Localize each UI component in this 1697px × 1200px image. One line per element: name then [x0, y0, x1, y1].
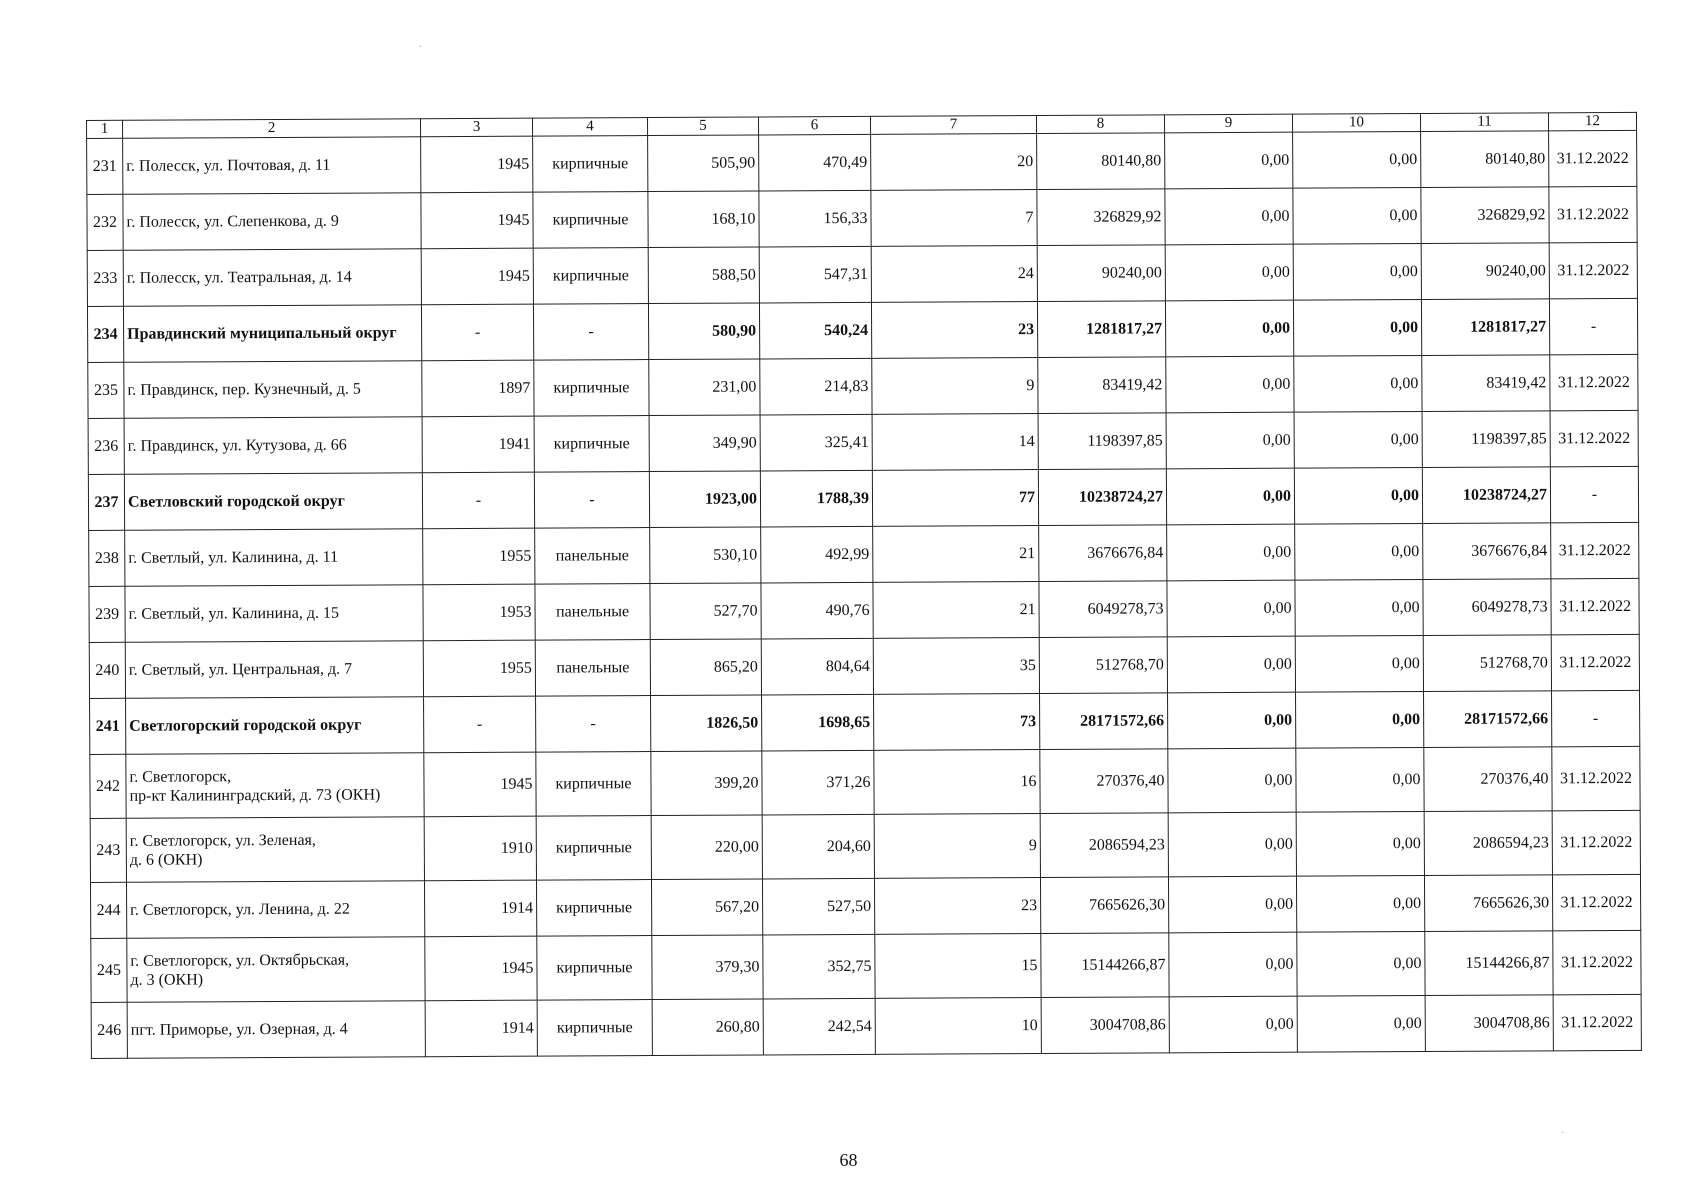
district-total-row [90, 690, 1640, 754]
deadline-date-cell: 31.12.2022 [1550, 354, 1638, 410]
column-5-cell: 260,80 [652, 999, 763, 1056]
column-number-header: 7 [870, 116, 1036, 135]
column-5-cell: 220,00 [651, 815, 762, 880]
year-built-cell: 1953 [423, 584, 535, 641]
column-number-header: 5 [647, 117, 758, 136]
column-10-cell: 0,00 [1296, 812, 1424, 877]
column-number-header: 2 [123, 119, 421, 139]
address-cell: г. Правдинск, пер. Кузнечный, д. 5 [124, 361, 422, 419]
column-9-cell: 0,00 [1165, 244, 1293, 301]
year-built-cell: - [424, 696, 536, 753]
address-cell: г. Светлогорск, ул. Зеленая, д. 6 (ОКН) [126, 817, 424, 883]
column-6-cell: 547,31 [759, 246, 871, 303]
building-row [90, 874, 1640, 938]
column-8-cell: 3004708,86 [1041, 997, 1169, 1054]
deadline-date-cell: 31.12.2022 [1549, 130, 1637, 186]
deadline-date-cell: - [1549, 298, 1637, 354]
column-6-cell: 527,50 [762, 878, 874, 935]
district-total-row [88, 466, 1638, 530]
row-number-cell: 242 [90, 754, 126, 818]
building-row [87, 130, 1637, 194]
column-10-cell: 0,00 [1293, 244, 1421, 301]
column-number-header: 6 [758, 116, 870, 135]
address-cell: г. Полесск, ул. Театральная, д. 14 [123, 249, 421, 307]
column-8-cell: 6049278,73 [1039, 581, 1167, 638]
year-built-cell: 1941 [422, 416, 534, 473]
column-5-cell: 1923,00 [649, 471, 760, 528]
column-number-header: 11 [1420, 113, 1548, 132]
column-number-header: 4 [532, 118, 647, 137]
year-built-cell: - [421, 304, 533, 361]
column-7-cell: 24 [871, 246, 1037, 303]
column-7-cell: 21 [873, 526, 1039, 583]
column-6-cell: 1788,39 [760, 470, 872, 527]
column-7-cell: 35 [873, 638, 1039, 695]
address-cell: Светлогорский городской округ [126, 697, 424, 755]
address-cell: г. Светлый, ул. Калинина, д. 15 [125, 585, 423, 643]
year-built-cell: 1945 [421, 192, 533, 249]
column-11-cell: 1281817,27 [1421, 299, 1549, 356]
building-row [89, 522, 1639, 586]
column-number-header: 10 [1292, 114, 1420, 133]
column-7-cell: 77 [872, 470, 1038, 527]
district-total-row [87, 298, 1637, 362]
column-6-cell: 490,76 [761, 582, 873, 639]
column-5-cell: 231,00 [649, 359, 760, 416]
column-5-cell: 567,20 [651, 879, 762, 936]
column-8-cell: 83419,42 [1038, 357, 1166, 414]
deadline-date-cell: 31.12.2022 [1551, 578, 1639, 634]
column-7-cell: 14 [872, 414, 1038, 471]
column-8-cell: 90240,00 [1037, 245, 1165, 302]
column-6-cell: 352,75 [763, 934, 875, 999]
building-row [87, 186, 1637, 250]
wall-material-cell: кирпичные [533, 248, 648, 305]
column-11-cell: 326829,92 [1421, 187, 1549, 244]
building-row [87, 242, 1637, 306]
column-6-cell: 1698,65 [762, 694, 874, 751]
column-6-cell: 214,83 [760, 358, 872, 415]
column-10-cell: 0,00 [1296, 748, 1424, 813]
column-7-cell: 73 [874, 694, 1040, 751]
column-8-cell: 270376,40 [1040, 749, 1168, 814]
column-5-cell: 349,90 [649, 415, 760, 472]
wall-material-cell: - [533, 304, 648, 361]
column-8-cell: 3676676,84 [1039, 525, 1167, 582]
wall-material-cell: кирпичные [534, 360, 649, 417]
column-5-cell: 399,20 [651, 751, 762, 816]
column-8-cell: 28171572,66 [1040, 693, 1168, 750]
column-6-cell: 470,49 [759, 134, 871, 191]
column-10-cell: 0,00 [1297, 932, 1425, 997]
column-7-cell: 9 [874, 814, 1040, 879]
column-11-cell: 3004708,86 [1425, 995, 1553, 1052]
year-built-cell: 1910 [424, 816, 536, 881]
row-number-cell: 246 [91, 1002, 127, 1058]
column-9-cell: 0,00 [1166, 356, 1294, 413]
column-7-cell: 23 [874, 878, 1040, 935]
column-10-cell: 0,00 [1294, 356, 1422, 413]
year-built-cell: 1945 [421, 248, 533, 305]
wall-material-cell: кирпичные [537, 936, 652, 1001]
deadline-date-cell: 31.12.2022 [1552, 874, 1640, 930]
row-number-cell: 237 [88, 474, 124, 530]
column-10-cell: 0,00 [1293, 132, 1421, 189]
column-7-cell: 9 [872, 358, 1038, 415]
column-10-cell: 0,00 [1293, 188, 1421, 245]
column-10-cell: 0,00 [1296, 876, 1424, 933]
column-5-cell: 865,20 [650, 639, 761, 696]
row-number-cell: 245 [91, 938, 127, 1002]
column-10-cell: 0,00 [1295, 524, 1423, 581]
column-number-header: 9 [1164, 114, 1292, 133]
column-11-cell: 90240,00 [1421, 243, 1549, 300]
wall-material-cell: кирпичные [537, 1000, 652, 1057]
row-number-cell: 241 [90, 698, 126, 754]
column-9-cell: 0,00 [1165, 132, 1293, 189]
row-number-cell: 244 [90, 882, 126, 938]
column-9-cell: 0,00 [1167, 636, 1295, 693]
deadline-date-cell: - [1550, 466, 1638, 522]
deadline-date-cell: 31.12.2022 [1551, 634, 1639, 690]
building-row [90, 746, 1640, 818]
column-6-cell: 325,41 [760, 414, 872, 471]
building-row [89, 578, 1639, 642]
column-11-cell: 80140,80 [1421, 131, 1549, 188]
column-11-cell: 7665626,30 [1424, 875, 1552, 932]
address-cell: г. Светлый, ул. Центральная, д. 7 [125, 641, 423, 699]
column-8-cell: 326829,92 [1037, 189, 1165, 246]
column-9-cell: 0,00 [1168, 812, 1296, 877]
row-number-cell: 233 [87, 250, 123, 306]
column-11-cell: 3676676,84 [1423, 523, 1551, 580]
column-11-cell: 512768,70 [1423, 635, 1551, 692]
column-9-cell: 0,00 [1168, 748, 1296, 813]
deadline-date-cell: 31.12.2022 [1549, 242, 1637, 298]
deadline-date-cell: 31.12.2022 [1551, 522, 1639, 578]
column-8-cell: 1198397,85 [1038, 413, 1166, 470]
deadline-date-cell: 31.12.2022 [1553, 994, 1641, 1050]
year-built-cell: - [422, 472, 534, 529]
column-7-cell: 16 [874, 750, 1040, 815]
column-8-cell: 80140,80 [1037, 133, 1165, 190]
column-7-cell: 20 [871, 134, 1037, 191]
column-11-cell: 10238724,27 [1422, 467, 1550, 524]
column-9-cell: 0,00 [1165, 300, 1293, 357]
scan-dot: · [1561, 1128, 1565, 1139]
column-10-cell: 0,00 [1293, 300, 1421, 357]
address-cell: г. Полесск, ул. Почтовая, д. 11 [123, 137, 421, 195]
address-cell: г. Правдинск, ул. Кутузова, д. 66 [124, 417, 422, 475]
column-number-header: 3 [420, 118, 532, 137]
column-6-cell: 156,33 [759, 190, 871, 247]
column-5-cell: 379,30 [652, 935, 763, 1000]
address-cell: г. Светлогорск, ул. Октябрьская, д. 3 (ОКН) [127, 937, 425, 1003]
building-row [91, 994, 1641, 1058]
column-5-cell: 580,90 [648, 303, 759, 360]
column-8-cell: 1281817,27 [1037, 301, 1165, 358]
row-number-cell: 235 [88, 362, 124, 418]
row-number-cell: 240 [89, 642, 125, 698]
table-body [87, 130, 1642, 1058]
column-9-cell: 0,00 [1167, 524, 1295, 581]
year-built-cell: 1945 [424, 752, 536, 817]
column-8-cell: 10238724,27 [1038, 469, 1166, 526]
column-8-cell: 2086594,23 [1040, 813, 1168, 878]
column-10-cell: 0,00 [1295, 636, 1423, 693]
building-row [88, 410, 1638, 474]
column-8-cell: 15144266,87 [1041, 933, 1169, 998]
column-number-header: 1 [87, 120, 123, 138]
column-number-header: 12 [1548, 112, 1636, 130]
address-cell: г. Светлогорск, ул. Ленина, д. 22 [126, 881, 424, 939]
wall-material-cell: панельные [535, 528, 650, 585]
deadline-date-cell: 31.12.2022 [1549, 186, 1637, 242]
column-10-cell: 0,00 [1294, 468, 1422, 525]
wall-material-cell: кирпичные [533, 192, 648, 249]
address-cell: г. Светлогорск, пр-кт Калининградский, д. 73 (ОКН) [126, 753, 424, 819]
column-6-cell: 540,24 [759, 302, 871, 359]
building-row [88, 354, 1638, 418]
building-row [89, 634, 1639, 698]
year-built-cell: 1914 [424, 880, 536, 937]
column-11-cell: 83419,42 [1422, 355, 1550, 412]
column-8-cell: 7665626,30 [1040, 877, 1168, 934]
column-6-cell: 492,99 [761, 526, 873, 583]
column-9-cell: 0,00 [1167, 580, 1295, 637]
wall-material-cell: панельные [535, 584, 650, 641]
row-number-cell: 243 [90, 818, 126, 882]
page-number: 68 [839, 1150, 858, 1170]
wall-material-cell: кирпичные [533, 136, 648, 193]
address-cell: Правдинский муниципальный округ [123, 305, 421, 363]
column-9-cell: 0,00 [1165, 188, 1293, 245]
deadline-date-cell: 31.12.2022 [1552, 746, 1640, 810]
wall-material-cell: - [534, 472, 649, 529]
column-5-cell: 530,10 [650, 527, 761, 584]
address-cell: г. Полесск, ул. Слепенкова, д. 9 [123, 193, 421, 251]
row-number-cell: 234 [87, 306, 123, 362]
column-11-cell: 6049278,73 [1423, 579, 1551, 636]
column-5-cell: 1826,50 [651, 695, 762, 752]
deadline-date-cell: 31.12.2022 [1552, 810, 1640, 874]
column-11-cell: 270376,40 [1424, 747, 1552, 812]
year-built-cell: 1955 [423, 640, 535, 697]
wall-material-cell: кирпичные [534, 416, 649, 473]
column-10-cell: 0,00 [1297, 996, 1425, 1053]
deadline-date-cell: - [1552, 690, 1640, 746]
column-9-cell: 0,00 [1169, 932, 1297, 997]
year-built-cell: 1945 [425, 936, 537, 1001]
deadline-date-cell: 31.12.2022 [1550, 410, 1638, 466]
column-5-cell: 505,90 [648, 135, 759, 192]
year-built-cell: 1897 [422, 360, 534, 417]
column-7-cell: 7 [871, 190, 1037, 247]
row-number-cell: 236 [88, 418, 124, 474]
column-5-cell: 588,50 [648, 247, 759, 304]
year-built-cell: 1914 [425, 1000, 537, 1057]
column-8-cell: 512768,70 [1039, 637, 1167, 694]
column-7-cell: 10 [875, 998, 1041, 1055]
wall-material-cell: кирпичные [536, 880, 651, 937]
column-6-cell: 371,26 [762, 750, 874, 815]
column-10-cell: 0,00 [1296, 692, 1424, 749]
column-7-cell: 15 [875, 934, 1041, 999]
address-cell: пгт. Приморье, ул. Озерная, д. 4 [127, 1001, 425, 1059]
column-6-cell: 204,60 [762, 814, 874, 879]
scan-dot: · [419, 42, 423, 53]
row-number-cell: 239 [89, 586, 125, 642]
deadline-date-cell: 31.12.2022 [1553, 930, 1641, 994]
column-6-cell: 242,54 [763, 998, 875, 1055]
column-11-cell: 15144266,87 [1425, 931, 1553, 996]
address-cell: Светловский городской округ [124, 473, 422, 531]
column-6-cell: 804,64 [761, 638, 873, 695]
column-9-cell: 0,00 [1166, 468, 1294, 525]
column-11-cell: 2086594,23 [1424, 811, 1552, 876]
column-9-cell: 0,00 [1168, 692, 1296, 749]
row-number-cell: 238 [89, 530, 125, 586]
column-9-cell: 0,00 [1166, 412, 1294, 469]
housing-register-table [86, 112, 1642, 1059]
year-built-cell: 1945 [421, 136, 533, 193]
column-5-cell: 527,70 [650, 583, 761, 640]
year-built-cell: 1955 [423, 528, 535, 585]
column-9-cell: 0,00 [1169, 996, 1297, 1053]
building-row [91, 930, 1641, 1002]
column-9-cell: 0,00 [1168, 876, 1296, 933]
address-cell: г. Светлый, ул. Калинина, д. 11 [125, 529, 423, 587]
column-7-cell: 23 [871, 302, 1037, 359]
column-10-cell: 0,00 [1295, 580, 1423, 637]
wall-material-cell: кирпичные [536, 752, 651, 817]
column-10-cell: 0,00 [1294, 412, 1422, 469]
column-5-cell: 168,10 [648, 191, 759, 248]
wall-material-cell: - [536, 696, 651, 753]
column-7-cell: 21 [873, 582, 1039, 639]
wall-material-cell: панельные [535, 640, 650, 697]
building-row [90, 810, 1640, 882]
column-11-cell: 1198397,85 [1422, 411, 1550, 468]
wall-material-cell: кирпичные [536, 816, 651, 881]
column-number-header: 8 [1036, 115, 1164, 134]
column-11-cell: 28171572,66 [1424, 691, 1552, 748]
row-number-cell: 232 [87, 194, 123, 250]
row-number-cell: 231 [87, 138, 123, 194]
